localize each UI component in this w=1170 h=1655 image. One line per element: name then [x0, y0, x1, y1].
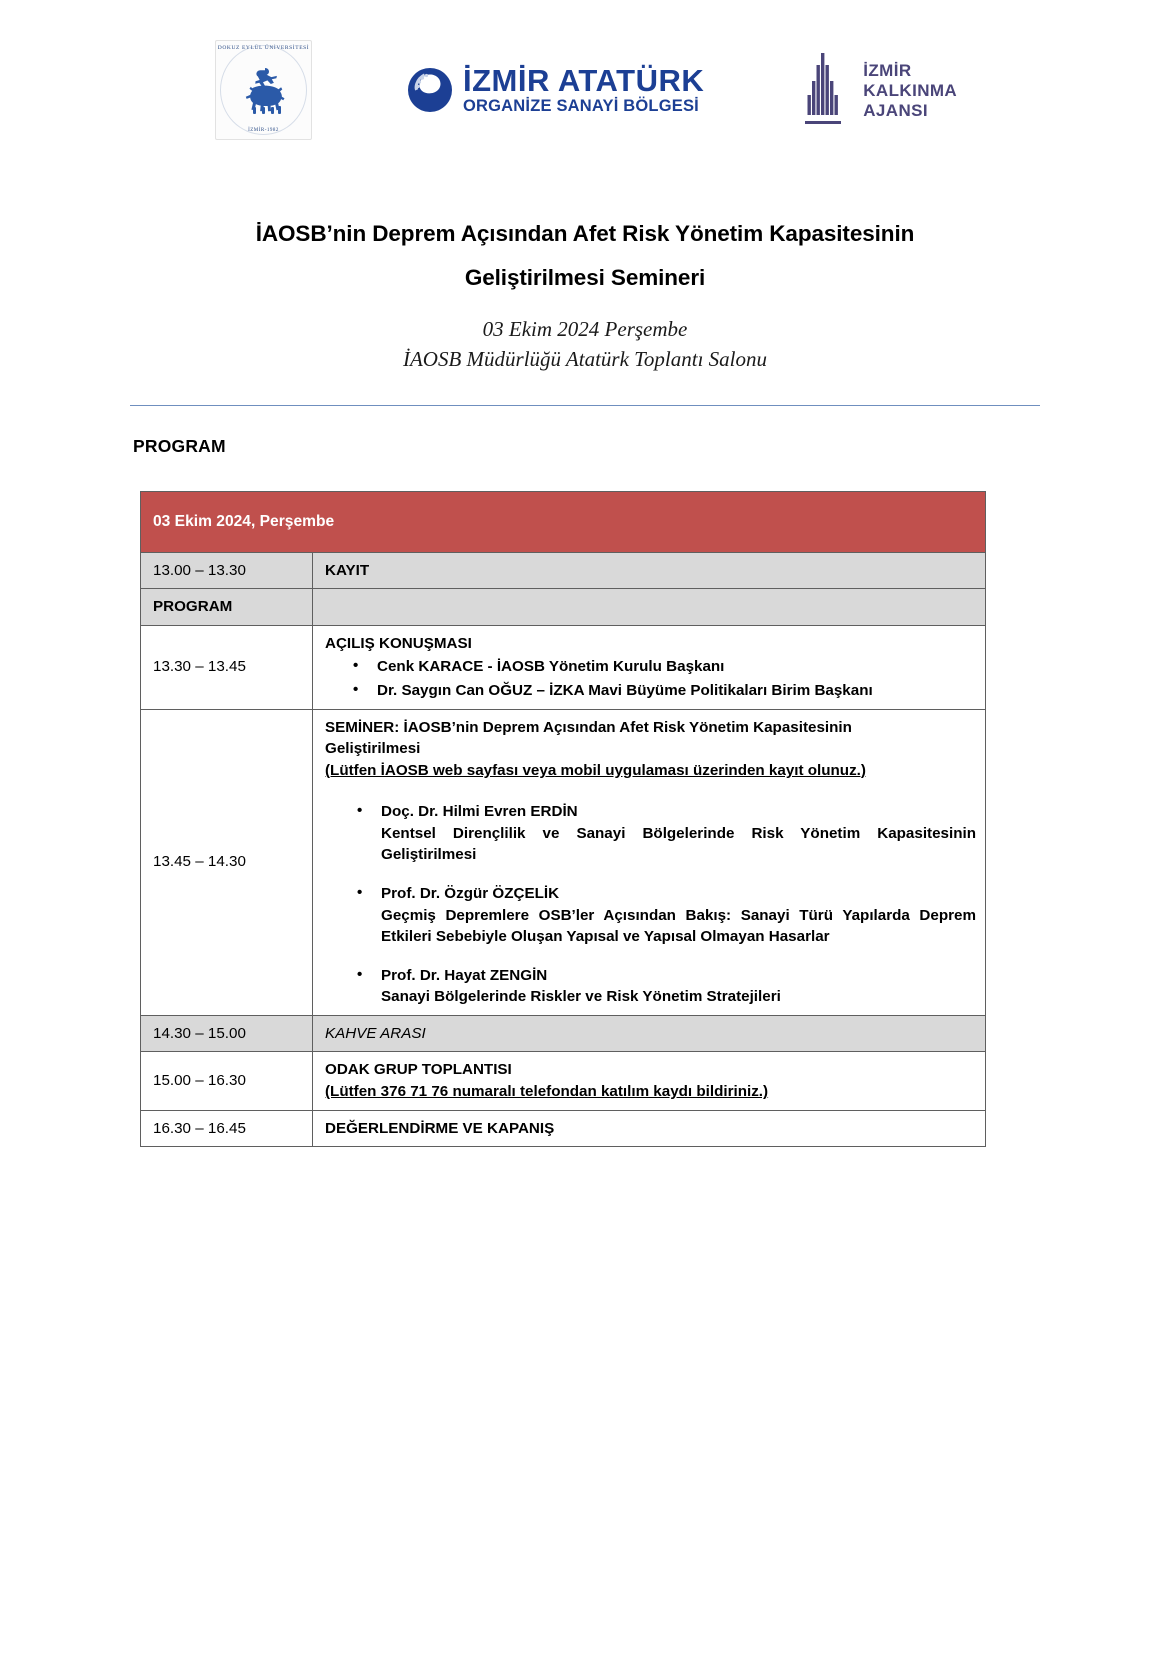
program-section-label: PROGRAM	[133, 435, 226, 456]
kahve-label: KAHVE ARASI	[313, 1015, 986, 1052]
list-item: • Cenk KARACE - İAOSB Yönetim Kurulu Başkanı	[377, 656, 976, 678]
logo-bar	[0, 0, 1170, 133]
seminer-spacer	[325, 781, 976, 801]
program-table	[140, 491, 986, 1148]
table-header-date: 03 Ekim 2024, Perşembe	[141, 491, 986, 552]
table-row-kayit	[141, 552, 986, 589]
kahve-time: 14.30 – 15.00	[141, 1015, 313, 1052]
table-row-program-divider	[141, 589, 986, 626]
izmir-kalkinma-ajansi-logo	[797, 51, 957, 129]
iaosb-logo-title: İZMİR ATATÜRK	[463, 63, 705, 99]
izka-line-1: İZMİR	[863, 61, 912, 80]
speaker-topic: Geçmiş Depremlere OSB’ler Açısından Bakış: Sanayi Türü Yapılarda Deprem Etkileri Sebebiyle Oluşan Yapısal ve Yapısal Olmayan Hasarlar	[381, 906, 976, 946]
page-subtitle	[130, 314, 1040, 375]
title-block	[0, 212, 1170, 375]
table-header-row	[141, 491, 986, 552]
acilis-time: 13.30 – 13.45	[141, 625, 313, 709]
kapanis-time: 16.30 – 16.45	[141, 1110, 313, 1147]
seminer-speaker-list	[325, 801, 976, 1008]
table-row-odak	[141, 1052, 986, 1110]
event-date: 03 Ekim 2024 Perşembe	[482, 316, 688, 341]
table-row-seminer	[141, 709, 986, 1015]
seminer-time: 13.45 – 14.30	[141, 709, 313, 1015]
speaker-topic: Kentsel Dirençlilik ve Sanayi Bölgelerinde Risk Yönetim Kapasitesinin Geliştirilmesi	[381, 824, 976, 864]
seminer-title-line-2: Geliştirilmesi	[325, 740, 421, 758]
page-title-line-2: Geliştirilmesi Semineri	[464, 264, 706, 290]
seminer-content	[313, 709, 986, 1015]
speaker-topic: Sanayi Bölgelerinde Riskler ve Risk Yönetim Stratejileri	[381, 988, 781, 1006]
kayit-label: KAYIT	[313, 552, 986, 589]
program-divider-empty	[313, 589, 986, 626]
page-title-line-1: İAOSB’nin Deprem Açısından Afet Risk Yönetim Kapasitesinin	[255, 221, 915, 246]
deu-arc-label: DOKUZ EYLÜL ÜNİVERSİTESİ	[217, 45, 310, 51]
acilis-title: AÇILIŞ KONUŞMASI	[325, 634, 472, 652]
iaosb-logo-subtitle: ORGANİZE SANAYİ BÖLGESİ	[463, 97, 699, 116]
seminer-registration-note: (Lütfen İAOSB web sayfası veya mobil uygulaması üzerinden kayıt olunuz.)	[325, 761, 866, 779]
acilis-bullet-list	[325, 656, 976, 701]
table-row-kapanis	[141, 1110, 986, 1147]
odak-phone-note: (Lütfen 376 71 76 numaralı telefondan katılım kaydı bildiriniz.)	[325, 1083, 769, 1101]
list-item	[381, 801, 976, 866]
list-item: • Dr. Saygın Can OĞUZ – İZKA Mavi Büyüme Politikaları Birim Başkanı	[377, 680, 976, 702]
osb-circle-icon	[407, 67, 453, 113]
speaker-name: • Prof. Dr. Özgür ÖZÇELİK	[381, 884, 560, 902]
odak-content	[313, 1052, 986, 1110]
dokuz-eylul-universitesi-logo	[215, 40, 312, 140]
kapanis-label: DEĞERLENDİRME VE KAPANIŞ	[313, 1110, 986, 1147]
odak-title: ODAK GRUP TOPLANTISI	[325, 1061, 512, 1079]
seminer-title-line-1: SEMİNER: İAOSB’nin Deprem Açısından Afet Risk Yönetim Kapasitesinin	[325, 718, 852, 736]
speaker-name: • Prof. Dr. Hayat ZENGİN	[381, 966, 548, 984]
izka-line-3: AJANSI	[863, 101, 928, 121]
list-item	[381, 965, 976, 1008]
deu-ring-decoration	[220, 45, 307, 135]
acilis-content	[313, 625, 986, 709]
table-row-kahve	[141, 1015, 986, 1052]
deu-bottom-label: İZMİR-1982	[248, 128, 279, 133]
program-divider-label: PROGRAM	[141, 589, 313, 626]
list-item	[381, 883, 976, 948]
izka-line-2: KALKINMA	[863, 81, 958, 101]
kayit-time: 13.00 – 13.30	[141, 552, 313, 589]
event-venue: İAOSB Müdürlüğü Atatürk Toplantı Salonu	[402, 347, 767, 372]
izmir-ataturk-osb-logo	[407, 65, 704, 115]
table-row-acilis	[141, 625, 986, 709]
horizontal-divider	[130, 405, 1040, 406]
speaker-name: • Doç. Dr. Hilmi Evren ERDİN	[381, 803, 578, 821]
odak-time: 15.00 – 16.30	[141, 1052, 313, 1110]
tower-icon	[797, 51, 849, 129]
page-title	[130, 212, 1040, 300]
